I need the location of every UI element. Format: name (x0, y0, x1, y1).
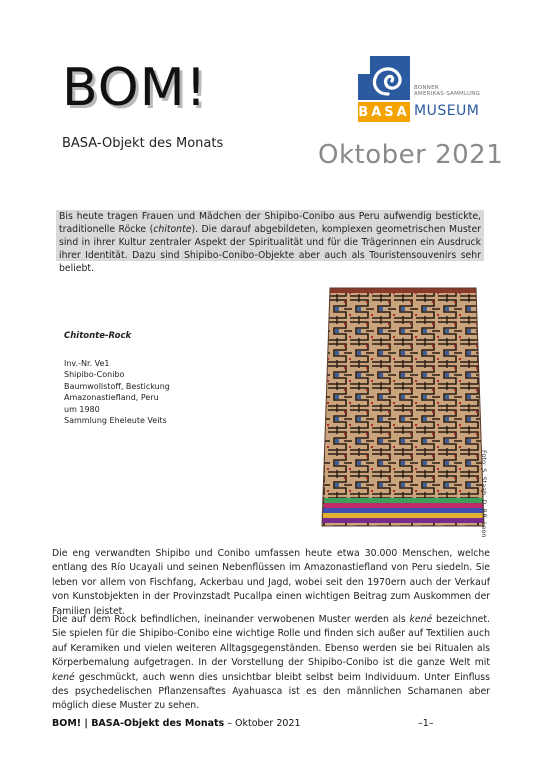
museum-wordmark: MUSEUM (414, 103, 480, 119)
page-number: –1– (418, 718, 434, 729)
issue-month: Oktober 2021 (318, 140, 504, 170)
body-paragraph-1: Die eng verwandten Shipibo und Conibo umfassen heute etwa 30.000 Menschen, welche entlang des Río Ucayali und seinen Nebenflüssen im Amazonastiefland von Peru siedeln. Sie leben vor allem von Fischfang, Ackerbau und Jagd, wobei seit den 1970ern auch der Verkauf von Kunstobjekten in der Provinzstadt Pucallpa einen wichtigen Beitrag zum Auskommen der Familien leistet. (52, 548, 490, 617)
caption-collection: Sammlung Eheleute Veits (64, 416, 167, 425)
bom-logo: BOM! (62, 58, 208, 118)
footer-text: BOM! | BASA-Objekt des Monats – Oktober 2021 (52, 718, 301, 729)
body-paragraph-2: Die auf dem Rock befindlichen, ineinander verwobenen Muster werden als kené bezeichnet. Sie spielen für die Shipibo-Conibo eine wichtige Rolle und finden sich außer auf Textilien auch auf Keramiken und vielen weiteren Alltagsgegenständen. Ebenso werden sie bei Ritualen als Körperbemalung aufgetragen. In der Vorstellung der Shipibo-Conibo ist die ganze Welt mit kené geschmückt, auch wenn dies unsichtbar bleibt selbst beim Individuum. Unter Einfluss des psychedelischen Pflanzensaftes Ayahuasca ist es den männlichen Schamanen aber möglich diese Muster zu sehen. (52, 614, 490, 712)
basa-wordmark: BASA (358, 104, 410, 120)
basa-spiral-icon (358, 56, 410, 100)
caption-region: Amazonastiefland, Peru (64, 393, 159, 402)
caption-date: um 1980 (64, 404, 100, 414)
photo-credit: Foto: S. Staab, D. P.R. Leon (480, 450, 488, 538)
caption-material: Baumwollstoff, Bestickung (64, 381, 170, 391)
basa-line1: BONNER (414, 85, 439, 91)
object-caption (64, 331, 264, 427)
caption-inventory: Inv.-Nr. Ve1 (64, 358, 110, 368)
intro-text: Bis heute tragen Frauen und Mädchen der Shipibo-Conibo aus Peru aufwendig bestickte, traditionelle Röcke (chitonte). Die darauf abgebildeten, komplexen geometrischen Muster sind in ihrer Kultur zentraler Aspekt der Spiritualität und für die Trägerinnen ein Ausdruck ihrer Identität. Dazu sind Shipibo-Conibo-Objekte aber auch als Touristensouvenirs sehr beliebt. (59, 211, 481, 274)
chitonte-skirt-image (304, 276, 504, 534)
caption-title: Chitonte-Rock (64, 331, 132, 341)
intro-box (56, 210, 484, 274)
basa-museum-logo (358, 56, 498, 126)
caption-culture: Shipibo-Conibo (64, 370, 125, 379)
series-subtitle: BASA-Objekt des Monats (62, 136, 224, 151)
basa-line2: AMERIKAS-SAMMLUNG (414, 91, 481, 98)
